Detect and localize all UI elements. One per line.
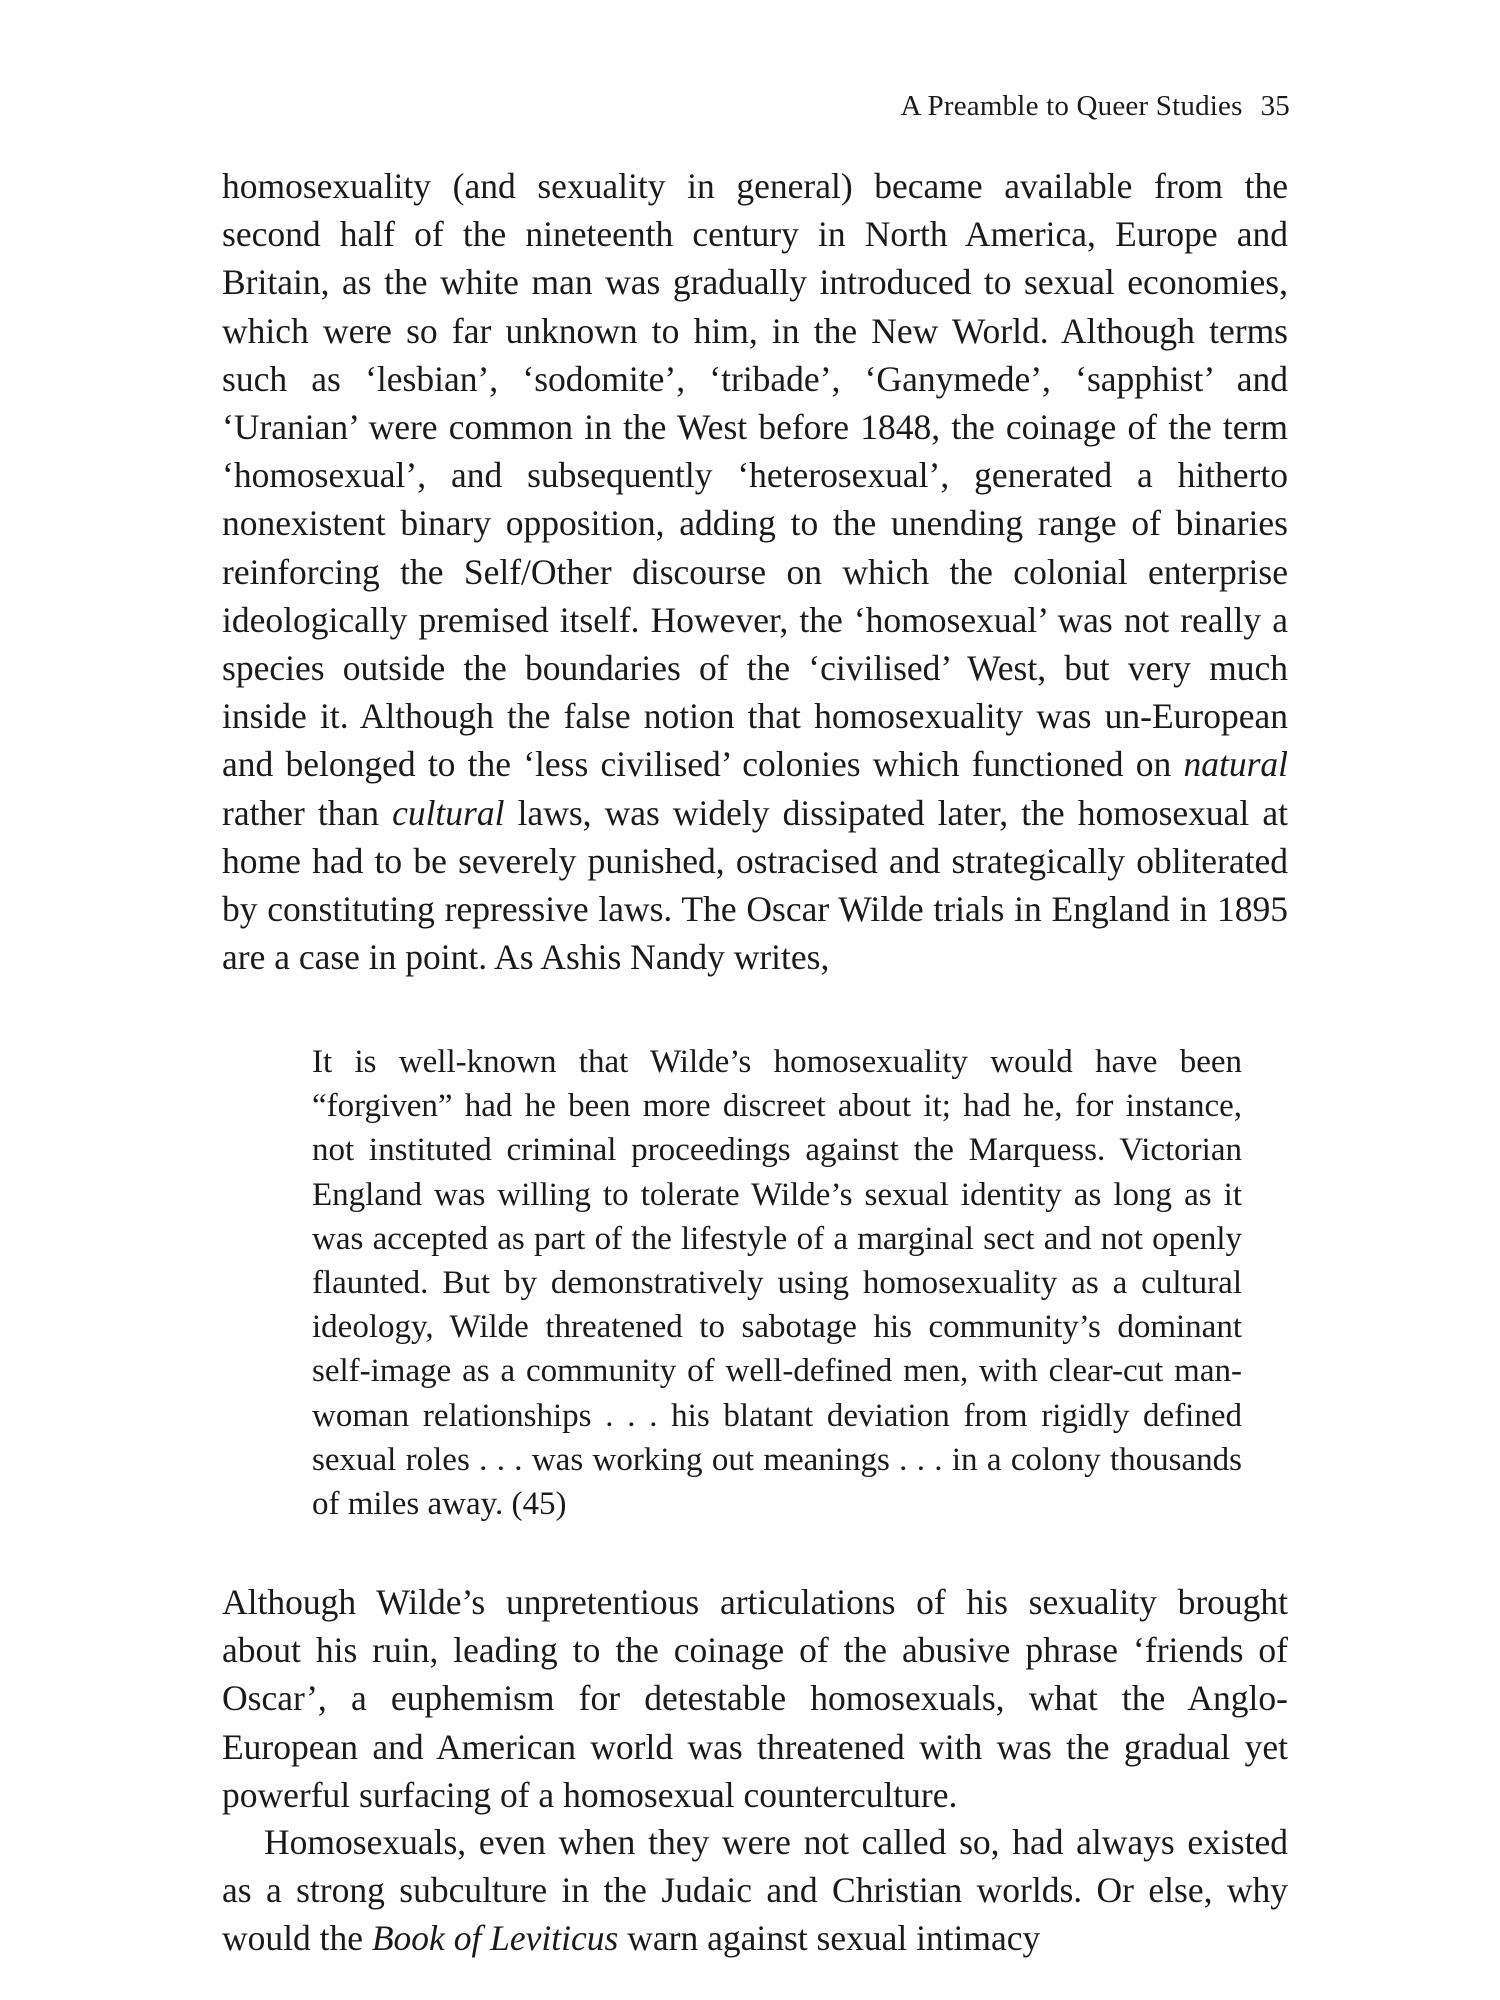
paragraph-3-text-a: Homosexuals, even when they were not called so, had always existed as a strong subculture in the Judaic and Christian worlds. Or else, why would the	[222, 1822, 1288, 1959]
paragraph-3-italic-leviticus: Book of Leviticus	[371, 1918, 619, 1959]
block-quote	[312, 1040, 1242, 1526]
running-head-title: A Preamble to Queer Studies	[900, 90, 1243, 122]
paragraph-3	[222, 1818, 1288, 1963]
paragraph-2-text: Although Wilde’s unpretentious articulations of his sexuality brought about his ruin, leading to the coinage of the abusive phrase ‘friends of Oscar’, a euphemism for detestable homosexuals, what the Anglo-European and American world was threatened with was the gradual yet powerful surfacing of a homosexual counterculture.	[222, 1582, 1288, 1815]
running-head	[901, 90, 1290, 123]
page-number: 35	[1260, 90, 1290, 122]
paragraph-1-text-a: homosexuality (and sexuality in general) became available from the second half of the nineteenth century in North America, Europe and Britain, as the white man was gradually introduced to sexual economies, which were so far unknown to him, in the New World. Although terms such as ‘lesbian’, ‘sodomite’, ‘tribade’, ‘Ganymede’, ‘sapphist’ and ‘Uranian’ were common in the West before 1848, the coinage of the term ‘homosexual’, and subsequently ‘heterosexual’, generated a hitherto nonexistent binary opposition, adding to the unending range of binaries reinforcing the Self/Other discourse on which the colonial enterprise ideologically premised itself. However, the ‘homosexual’ was not really a species outside the boundaries of the ‘civilised’ West, but very much inside it. Although the false notion that homosexuality was un-European and belonged to the ‘less civilised’ colonies which functioned on	[222, 166, 1288, 785]
paragraph-2	[222, 1578, 1288, 1819]
block-quote-text: It is well-known that Wilde’s homosexuality would have been “forgiven” had he been more discreet about it; had he, for instance, not instituted criminal proceedings against the Marquess. Victorian England was willing to tolerate Wilde’s sexual identity as long as it was accepted as part of the lifestyle of a marginal sect and not openly flaunted. But by demonstratively using homosexuality as a cultural ideology, Wilde threatened to sabotage his community’s dominant self-image as a community of well-defined men, with clear-cut man-woman relationships . . . his blatant deviation from rigidly defined sexual roles . . . was working out meanings . . . in a colony thousands of miles away. (45)	[312, 1044, 1242, 1523]
paragraph-3-text-b: warn against sexual intimacy	[618, 1918, 1041, 1959]
paragraph-1-text-c: laws, was widely dissipated later, the homosexual at home had to be severely punished, ostracised and strategically obliterated by constituting repressive laws. The Oscar Wilde trials in England in 1895 are a case in point. As Ashis Nandy writes,	[222, 792, 1288, 978]
paragraph-1-italic-natural: natural	[1183, 744, 1288, 785]
paragraph-1	[222, 162, 1288, 981]
paragraph-1-text-b: rather than	[222, 792, 393, 833]
paragraph-1-italic-cultural: cultural	[392, 792, 505, 833]
